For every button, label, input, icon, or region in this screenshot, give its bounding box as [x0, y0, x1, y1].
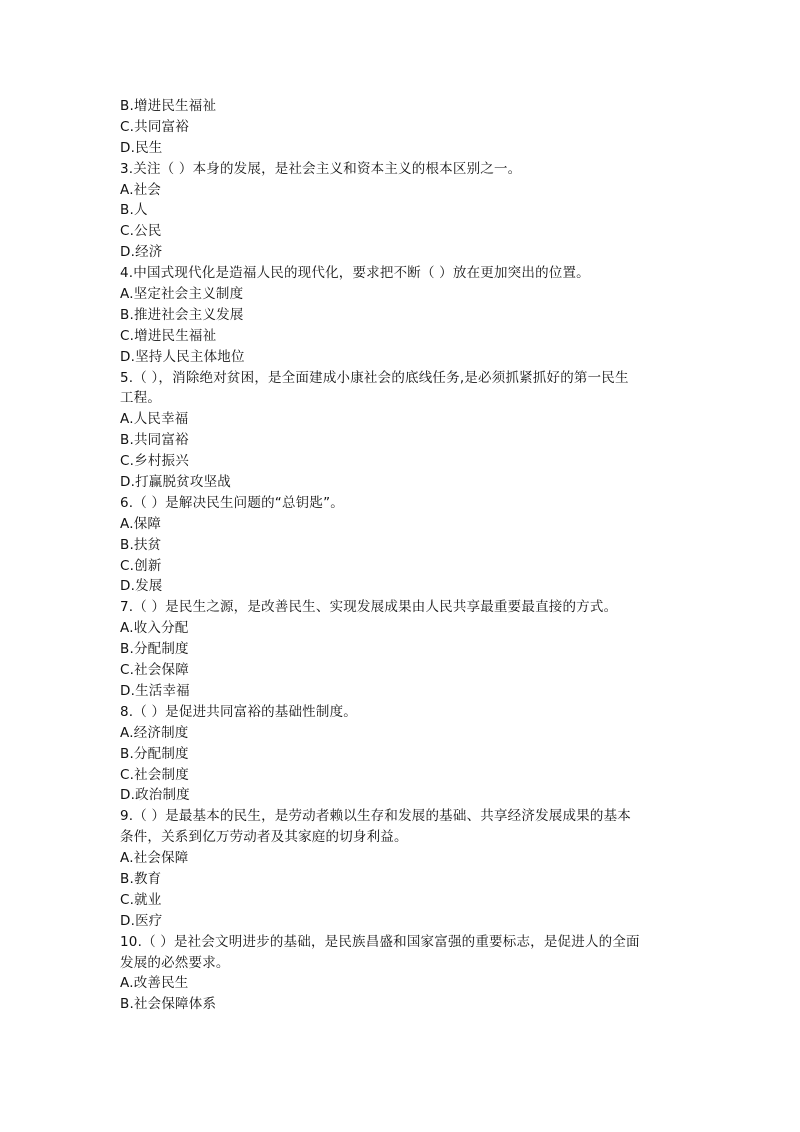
option-c: C.增进民生福祉 — [120, 327, 217, 344]
option-b: B.分配制度 — [120, 745, 189, 762]
question-stem: 9.（ ）是最基本的民生，是劳动者赖以生存和发展的基础、共享经济发展成果的基本 — [120, 808, 631, 825]
option-a: A.社会保障 — [120, 850, 189, 867]
option-d: D.打赢脱贫攻坚战 — [120, 474, 231, 491]
question-stem: 7.（ ）是民生之源，是改善民生、实现发展成果由人民共享最重要最直接的方式。 — [120, 599, 618, 616]
question-9 — [120, 806, 690, 931]
option-d: D.民生 — [120, 139, 163, 156]
option-d: D.医疗 — [120, 912, 163, 929]
question-stem-continued: 发展的必然要求。 — [120, 954, 230, 971]
option-b: B.社会保障体系 — [120, 996, 217, 1013]
option-d: D.坚持人民主体地位 — [120, 348, 245, 365]
question-2-options — [120, 96, 690, 159]
question-10 — [120, 932, 690, 1016]
question-stem: 8.（ ）是促进共同富裕的基础性制度。 — [120, 703, 357, 720]
document-page — [120, 96, 690, 1015]
question-stem: 4.中国式现代化是造福人民的现代化，要求把不断（ ）放在更加突出的位置。 — [120, 265, 590, 282]
option-b: B.共同富裕 — [120, 432, 189, 449]
option-a: A.保障 — [120, 515, 162, 532]
option-a: A.坚定社会主义制度 — [120, 286, 244, 303]
option-c: C.创新 — [120, 557, 162, 574]
option-d: D.生活幸福 — [120, 682, 190, 699]
question-8 — [120, 702, 690, 806]
option-c: C.社会保障 — [120, 662, 189, 679]
question-5 — [120, 368, 690, 493]
question-stem: 3.关注（ ）本身的发展，是社会主义和资本主义的根本区别之一。 — [120, 160, 522, 177]
option-a: A.社会 — [120, 181, 162, 198]
option-a: A.收入分配 — [120, 620, 189, 637]
option-c: C.乡村振兴 — [120, 453, 189, 470]
question-stem-continued: 工程。 — [120, 390, 162, 407]
option-b: B.扶贫 — [120, 536, 162, 553]
option-b: B.分配制度 — [120, 641, 189, 658]
option-c: C.就业 — [120, 891, 162, 908]
question-stem: 10.（ ）是社会文明进步的基础，是民族昌盛和国家富强的重要标志，是促进人的全面 — [120, 933, 640, 950]
option-c: C.共同富裕 — [120, 118, 189, 135]
option-a: A.经济制度 — [120, 724, 189, 741]
option-c: C.公民 — [120, 223, 162, 240]
question-stem: 5.（ ），消除绝对贫困，是全面建成小康社会的底线任务,是必须抓紧抓好的第一民生 — [120, 369, 629, 386]
option-c: C.社会制度 — [120, 766, 189, 783]
question-stem: 6.（ ）是解决民生问题的“总钥匙”。 — [120, 494, 344, 511]
option-b: B.教育 — [120, 870, 162, 887]
option-b: B.人 — [120, 202, 148, 219]
option-b: B.增进民生福祉 — [120, 98, 217, 114]
question-stem-continued: 条件，关系到亿万劳动者及其家庭的切身利益。 — [120, 829, 408, 846]
option-a: A.改善民生 — [120, 975, 189, 992]
question-7 — [120, 597, 690, 701]
option-d: D.经济 — [120, 244, 163, 261]
question-3 — [120, 159, 690, 263]
option-a: A.人民幸福 — [120, 411, 189, 428]
question-4 — [120, 263, 690, 367]
option-b: B.推进社会主义发展 — [120, 306, 244, 323]
option-d: D.政治制度 — [120, 787, 190, 804]
question-6 — [120, 493, 690, 597]
option-d: D.发展 — [120, 578, 163, 595]
